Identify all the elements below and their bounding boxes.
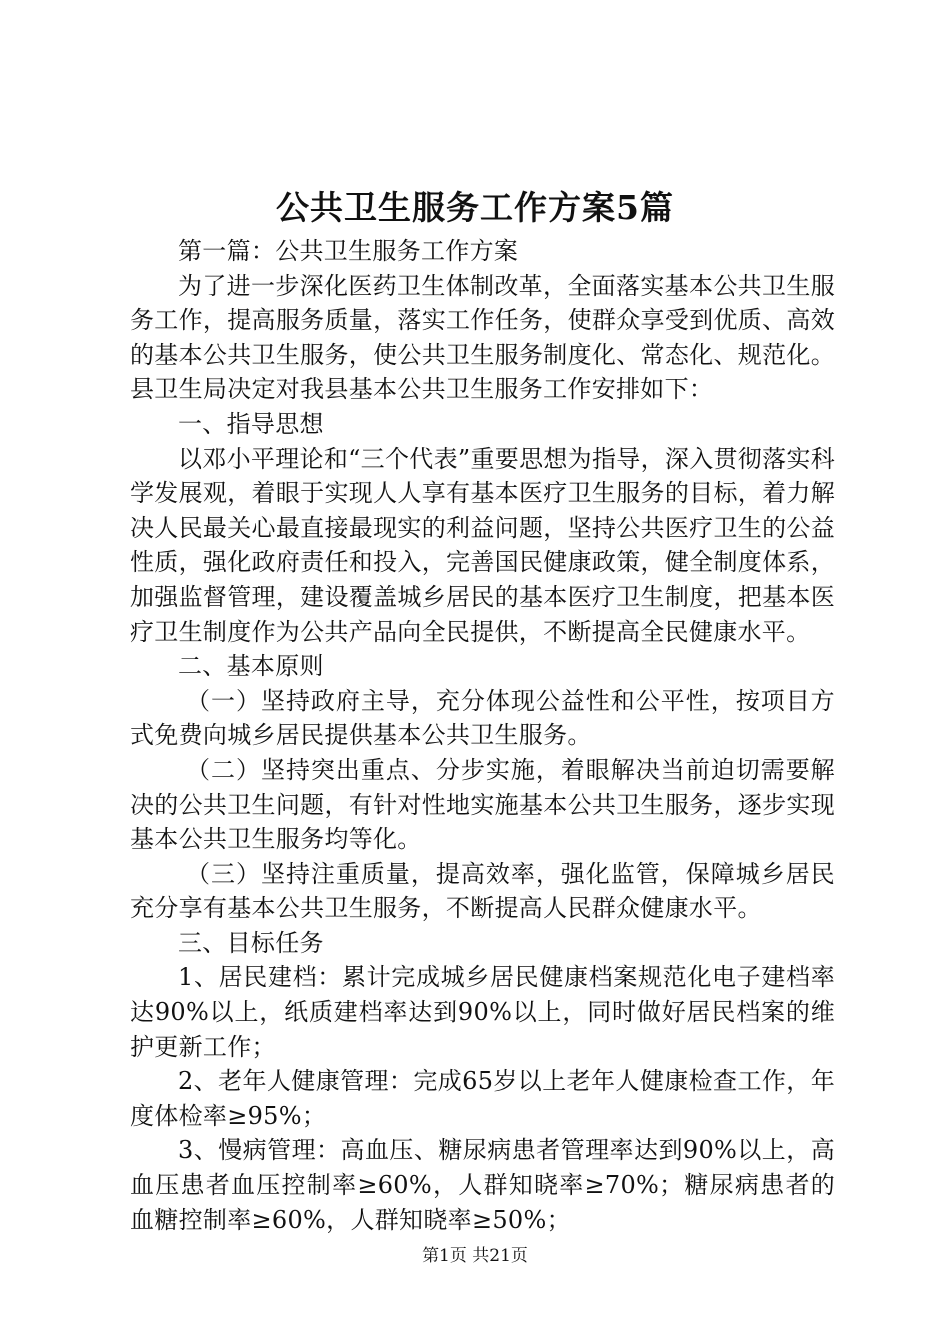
list-item: 1、居民建档：累计完成城乡居民健康档案规范化电子建档率达90%以上，纸质建档率达到90%以上，同时做好居民档案的维护更新工作； <box>130 963 835 1061</box>
paragraph: 为了进一步深化医药卫生体制改革，全面落实基本公共卫生服务工作，提高服务质量，落实工作任务，使群众享受到优质、高效的基本公共卫生服务，使公共卫生服务制度化、常态化、规范化。县卫生局决定对我县基本公共卫生服务工作安排如下： <box>130 271 835 404</box>
paragraph: （二）坚持突出重点、分步实施，着眼解决当前迫切需要解决的公共卫生问题，有针对性地实施基本公共卫生服务，逐步实现基本公共卫生服务均等化。 <box>130 755 835 854</box>
section-heading: 一、指导思想 <box>178 409 324 438</box>
list-item: 2、老年人健康管理：完成65岁以上老年人健康检查工作，年度体检率≥95%； <box>130 1067 835 1130</box>
section-heading: 第一篇：公共卫生服务工作方案 <box>178 237 519 265</box>
list-item: 3、慢病管理：高血压、糖尿病患者管理率达到90%以上，高血压患者血压控制率≥60%，人群知晓率≥70%；糖尿病患者的血糖控制率≥60%，人群知晓率≥50%； <box>130 1136 835 1234</box>
document-title: 公共卫生服务工作方案5篇 <box>276 188 674 227</box>
section-heading: 三、目标任务 <box>178 928 324 957</box>
paragraph: 以邓小平理论和“三个代表”重要思想为指导，深入贯彻落实科学发展观，着眼于实现人人享有基本医疗卫生服务的目标，着力解决人民最关心最直接最现实的利益问题，坚持公共医疗卫生的公益性质，强化政府责任和投入，完善国民健康政策，健全制度体系，加强监督管理，建设覆盖城乡居民的基本医疗卫生制度，把基本医疗卫生制度作为公共产品向全民提供，不断提高全民健康水平。 <box>130 444 835 646</box>
paragraph: （一）坚持政府主导，充分体现公益性和公平性，按项目方式免费向城乡居民提供基本公共卫生服务。 <box>130 686 835 750</box>
page-footer: 第1页 共21页 <box>422 1246 528 1266</box>
section-heading: 二、基本原则 <box>178 652 324 681</box>
paragraph: （三）坚持注重质量，提高效率，强化监管，保障城乡居民充分享有基本公共卫生服务，不断提高人民群众健康水平。 <box>130 859 835 923</box>
document-body <box>130 234 835 1237</box>
